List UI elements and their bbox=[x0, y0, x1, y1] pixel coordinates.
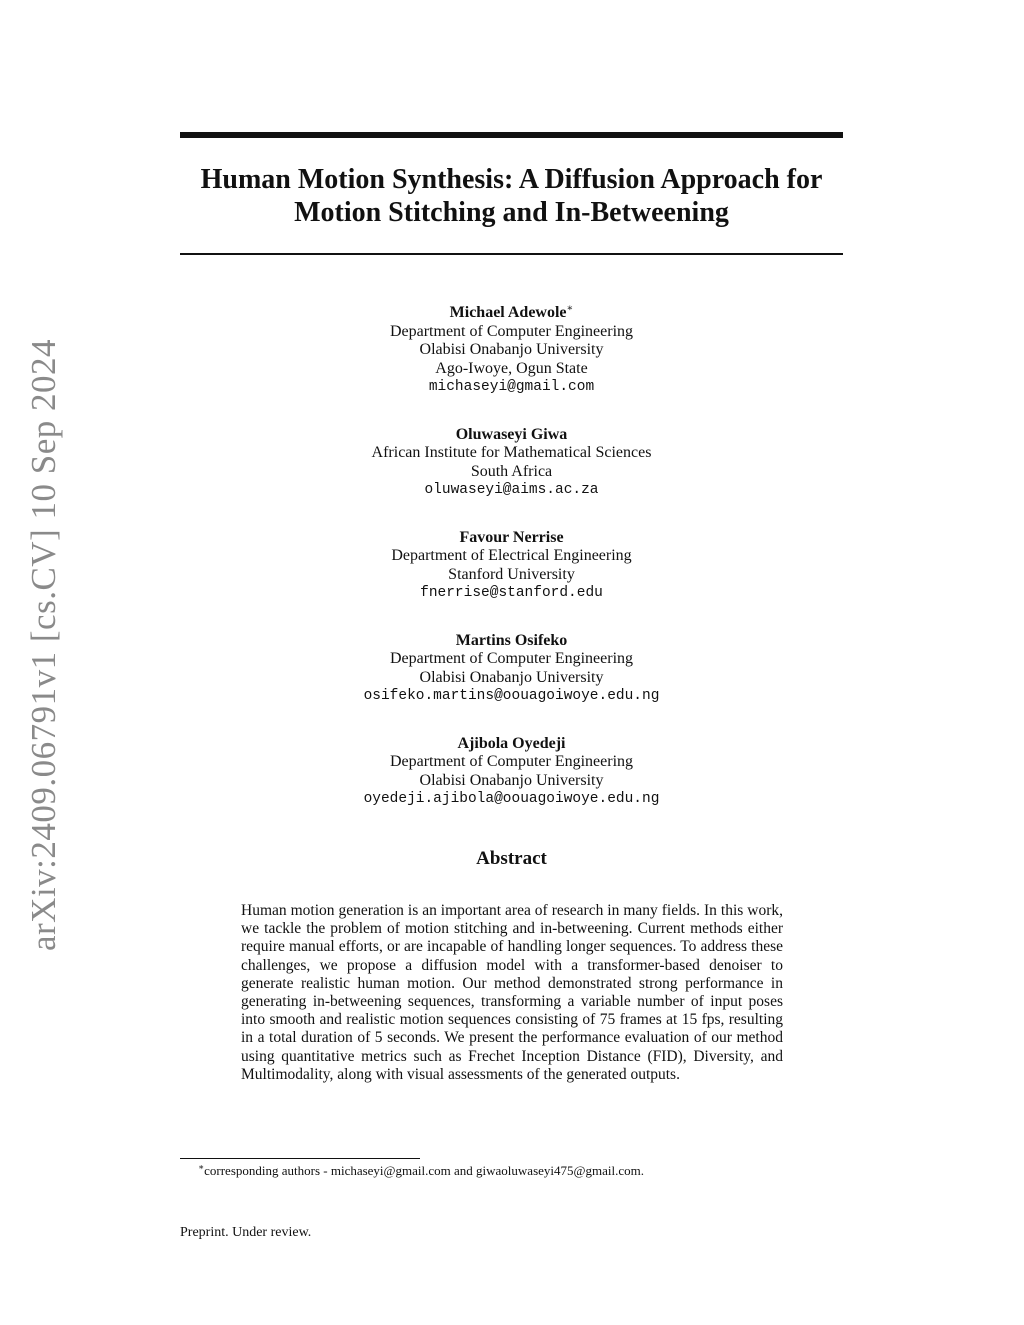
author-name: Martins Osifeko bbox=[455, 631, 568, 649]
author-entry bbox=[180, 426, 843, 500]
author-email[interactable]: osifeko.martins@oouagoiwoye.edu.ng bbox=[363, 688, 660, 704]
paper-title bbox=[180, 163, 843, 229]
corresponding-author-marker[interactable]: ∗ bbox=[566, 303, 574, 314]
author-name: Oluwaseyi Giwa bbox=[455, 425, 568, 443]
author-affiliation: Olabisi Onabanjo University bbox=[419, 771, 604, 789]
author-name bbox=[180, 300, 843, 323]
author-name: Favour Nerrise bbox=[459, 528, 564, 546]
author-entry bbox=[180, 529, 843, 603]
author-affiliation: Department of Electrical Engineering bbox=[391, 547, 632, 564]
author-name-text: Michael Adewole bbox=[449, 304, 567, 321]
author-email[interactable]: fnerrise@stanford.edu bbox=[420, 585, 603, 601]
author-entry bbox=[180, 735, 843, 809]
author-affiliation: Department of Computer Engineering bbox=[389, 753, 634, 770]
author-entry bbox=[180, 300, 843, 397]
author-affiliation: Olabisi Onabanjo University bbox=[419, 668, 604, 686]
author-affiliation: Department of Computer Engineering bbox=[389, 650, 634, 667]
abstract-heading: Abstract bbox=[476, 848, 547, 869]
footnote bbox=[198, 1162, 644, 1179]
author-affiliation: African Institute for Mathematical Sciences bbox=[371, 444, 652, 461]
preprint-note: Preprint. Under review. bbox=[180, 1225, 312, 1240]
abstract-body: Human motion generation is an important area of research in many fields. In this work, we tackle the problem of motion stitching and in-betweening. Current methods either require manual efforts, or are incapable of handling longer sequences. To address these challenges, we propose a diffusion model with a transformer-based denoiser to generate realistic human motion. Our method demonstrated strong performance in generating in-betweening sequences, transforming a variable number of input poses into smooth and realistic motion sequences consisting of 75 frames at 15 fps, resulting in a total duration of 5 seconds. We present the performance evaluation of our method using quantitative metrics such as Frechet Inception Distance (FID), Diversity, and Multimodality, along with visual assessments of the generated outputs. bbox=[241, 902, 783, 1083]
author-location: South Africa bbox=[470, 462, 553, 480]
footnote-rule bbox=[180, 1158, 420, 1159]
author-name: Ajibola Oyedeji bbox=[457, 734, 566, 752]
author-affiliation: Department of Computer Engineering bbox=[389, 322, 634, 340]
arxiv-identifier[interactable]: arXiv:2409.06791v1 [cs.CV] 10 Sep 2024 bbox=[24, 338, 63, 952]
author-email[interactable]: oyedeji.ajibola@oouagoiwoye.edu.ng bbox=[363, 791, 660, 807]
author-affiliation: Stanford University bbox=[448, 565, 575, 583]
author-location: Ago-Iwoye, Ogun State bbox=[435, 359, 588, 377]
paper-title-line-1: Human Motion Synthesis: A Diffusion Approach for bbox=[200, 164, 823, 195]
paper-title-line-2: Motion Stitching and In-Betweening bbox=[294, 197, 729, 228]
footnote-text: corresponding authors - michaseyi@gmail.com and giwaoluwaseyi475@gmail.com. bbox=[204, 1163, 644, 1178]
title-top-rule bbox=[180, 132, 843, 138]
title-bottom-rule bbox=[180, 253, 843, 255]
author-affiliation: Olabisi Onabanjo University bbox=[419, 341, 604, 358]
footnote-marker: ∗ bbox=[198, 1162, 205, 1172]
author-email[interactable]: oluwaseyi@aims.ac.za bbox=[424, 482, 599, 498]
author-email[interactable]: michaseyi@gmail.com bbox=[428, 379, 595, 395]
author-entry bbox=[180, 632, 843, 706]
author-block bbox=[180, 300, 843, 838]
